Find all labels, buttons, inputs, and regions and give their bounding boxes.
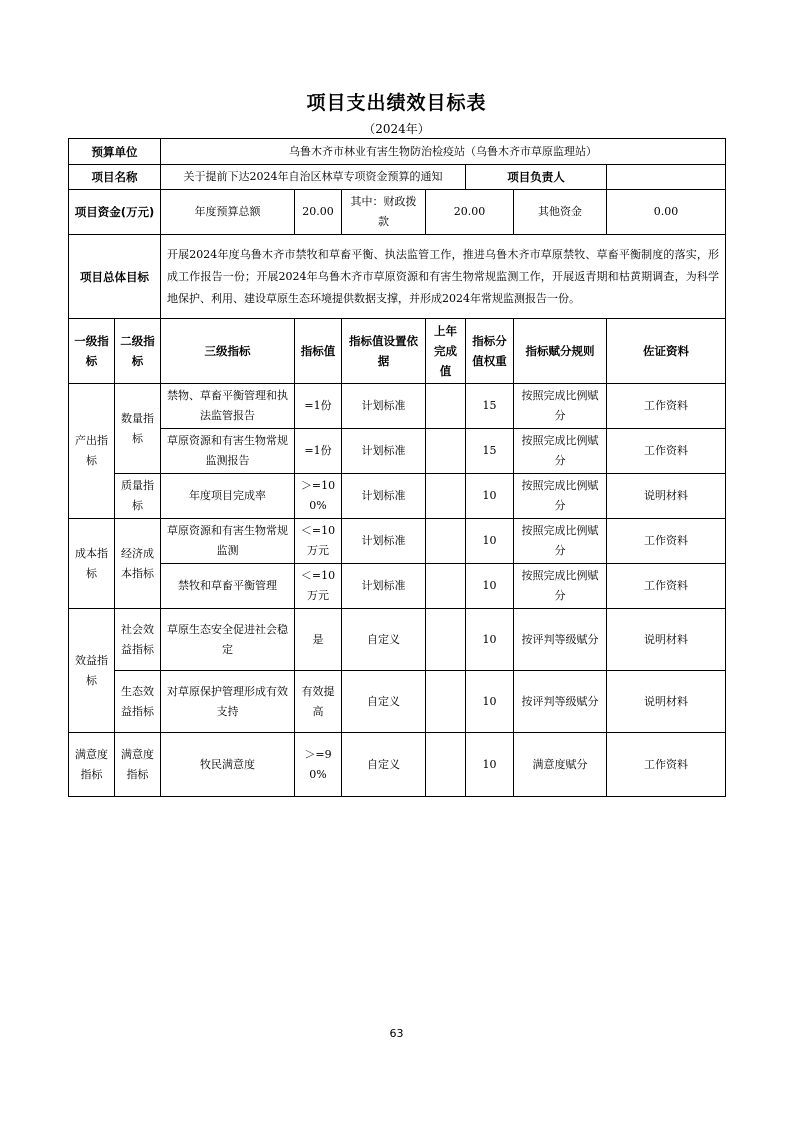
header-basis: 指标值设置依据 (342, 319, 426, 384)
row-rule: 按评判等级赋分 (514, 609, 607, 671)
annual-total-label: 年度预算总额 (161, 190, 295, 235)
subgroup-quantity: 数量指标 (115, 384, 161, 474)
project-funds-label: 项目资金(万元) (69, 190, 161, 235)
row-indicator: 草原资源和有害生物常规监测报告 (161, 429, 295, 474)
row-evidence: 工作资料 (607, 429, 726, 474)
row-basis: 自定义 (342, 609, 426, 671)
project-name-row (69, 165, 726, 190)
fiscal-allocation-value: 20.00 (426, 190, 514, 235)
row-last-year (426, 671, 466, 733)
page-number: 63 (389, 1027, 404, 1040)
header-level1: 一级指标 (69, 319, 115, 384)
row-evidence: 说明材料 (607, 671, 726, 733)
fiscal-allocation-label: 其中：财政拨款 (342, 190, 426, 235)
document-title: 项目支出绩效目标表 (306, 92, 487, 114)
group-output: 产出指标 (69, 384, 115, 519)
project-name-label: 项目名称 (69, 165, 161, 190)
row-rule: 按照完成比例赋分 (514, 474, 607, 519)
row-rule: 按照完成比例赋分 (514, 429, 607, 474)
project-lead-label: 项目负责人 (466, 165, 607, 190)
row-indicator: 草原生态安全促进社会稳定 (161, 609, 295, 671)
row-basis: 自定义 (342, 733, 426, 797)
table-row (69, 384, 726, 429)
group-cost: 成本指标 (69, 519, 115, 609)
group-benefit: 效益指标 (69, 609, 115, 733)
row-value: 是 (295, 609, 342, 671)
row-basis: 计划标准 (342, 474, 426, 519)
other-funds-value: 0.00 (607, 190, 726, 235)
row-basis: 计划标准 (342, 384, 426, 429)
project-funds-row (69, 190, 726, 235)
row-value: =1份 (295, 384, 342, 429)
row-rule: 按照完成比例赋分 (514, 519, 607, 564)
row-last-year (426, 384, 466, 429)
row-weight: 10 (466, 519, 514, 564)
row-indicator: 牧民满意度 (161, 733, 295, 797)
group-satisfaction: 满意度指标 (69, 733, 115, 797)
subgroup-economic-cost: 经济成本指标 (115, 519, 161, 609)
row-evidence: 工作资料 (607, 733, 726, 797)
row-weight: 10 (466, 564, 514, 609)
overall-goal-text: 开展2024年度乌鲁木齐市禁牧和草畜平衡、执法监管工作，推进乌鲁木齐市草原禁牧、草畜平衡制度的落实，形成工作报告一份；开展2024年乌鲁木齐市草原资源和有害生物常规监测工作，开展返青期和枯黄期调查，为科学地保护、利用、建设草原生态环境提供数据支撑，并形成2024年常规监测报告一份。 (161, 235, 726, 319)
header-rule: 指标赋分规则 (514, 319, 607, 384)
row-rule: 按评判等级赋分 (514, 671, 607, 733)
row-weight: 10 (466, 671, 514, 733)
row-value: ＞=100% (295, 474, 342, 519)
project-name-value: 关于提前下达2024年自治区林草专项资金预算的通知 (161, 165, 466, 190)
row-rule: 按照完成比例赋分 (514, 564, 607, 609)
subgroup-ecological: 生态效益指标 (115, 671, 161, 733)
row-basis: 计划标准 (342, 564, 426, 609)
table-row (69, 733, 726, 797)
overall-goal-label: 项目总体目标 (69, 235, 161, 319)
row-indicator: 对草原保护管理形成有效支持 (161, 671, 295, 733)
budget-unit-label: 预算单位 (69, 139, 161, 165)
table-row (69, 671, 726, 733)
row-last-year (426, 733, 466, 797)
row-last-year (426, 564, 466, 609)
row-weight: 10 (466, 474, 514, 519)
table-row (69, 519, 726, 564)
row-basis: 计划标准 (342, 429, 426, 474)
row-basis: 自定义 (342, 671, 426, 733)
row-value: ＞=90% (295, 733, 342, 797)
row-last-year (426, 519, 466, 564)
table-row (69, 609, 726, 671)
annual-total-value: 20.00 (295, 190, 342, 235)
overall-goal-row (69, 235, 726, 319)
row-weight: 10 (466, 609, 514, 671)
row-evidence: 说明材料 (607, 609, 726, 671)
row-weight: 10 (466, 733, 514, 797)
row-evidence: 工作资料 (607, 384, 726, 429)
row-last-year (426, 609, 466, 671)
header-value: 指标值 (295, 319, 342, 384)
row-evidence: 工作资料 (607, 564, 726, 609)
budget-unit-value: 乌鲁木齐市林业有害生物防治检疫站（乌鲁木齐市草原监理站） (161, 139, 726, 165)
budget-unit-row (69, 139, 726, 165)
row-last-year (426, 474, 466, 519)
row-rule: 按照完成比例赋分 (514, 384, 607, 429)
row-weight: 15 (466, 384, 514, 429)
row-basis: 计划标准 (342, 519, 426, 564)
header-evidence: 佐证资料 (607, 319, 726, 384)
row-value: 有效提高 (295, 671, 342, 733)
row-evidence: 工作资料 (607, 519, 726, 564)
row-weight: 15 (466, 429, 514, 474)
subgroup-quality: 质量指标 (115, 474, 161, 519)
header-level2: 二级指标 (115, 319, 161, 384)
row-evidence: 说明材料 (607, 474, 726, 519)
subgroup-social: 社会效益指标 (115, 609, 161, 671)
row-last-year (426, 429, 466, 474)
subgroup-satisfaction: 满意度指标 (115, 733, 161, 797)
table-row (69, 564, 726, 609)
row-rule: 满意度赋分 (514, 733, 607, 797)
row-value: =1份 (295, 429, 342, 474)
row-value: ＜=10万元 (295, 519, 342, 564)
other-funds-label: 其他资金 (514, 190, 607, 235)
row-value: ＜=10万元 (295, 564, 342, 609)
table-row (69, 474, 726, 519)
performance-table (68, 138, 726, 797)
project-lead-value (607, 165, 726, 190)
header-last-year: 上年完成值 (426, 319, 466, 384)
row-indicator: 禁物、草畜平衡管理和执法监管报告 (161, 384, 295, 429)
row-indicator: 禁牧和草畜平衡管理 (161, 564, 295, 609)
header-level3: 三级指标 (161, 319, 295, 384)
row-indicator: 草原资源和有害生物常规监测 (161, 519, 295, 564)
document-year: （2024年） (363, 122, 430, 136)
row-indicator: 年度项目完成率 (161, 474, 295, 519)
header-weight: 指标分值权重 (466, 319, 514, 384)
header-row (69, 319, 726, 384)
table-row (69, 429, 726, 474)
